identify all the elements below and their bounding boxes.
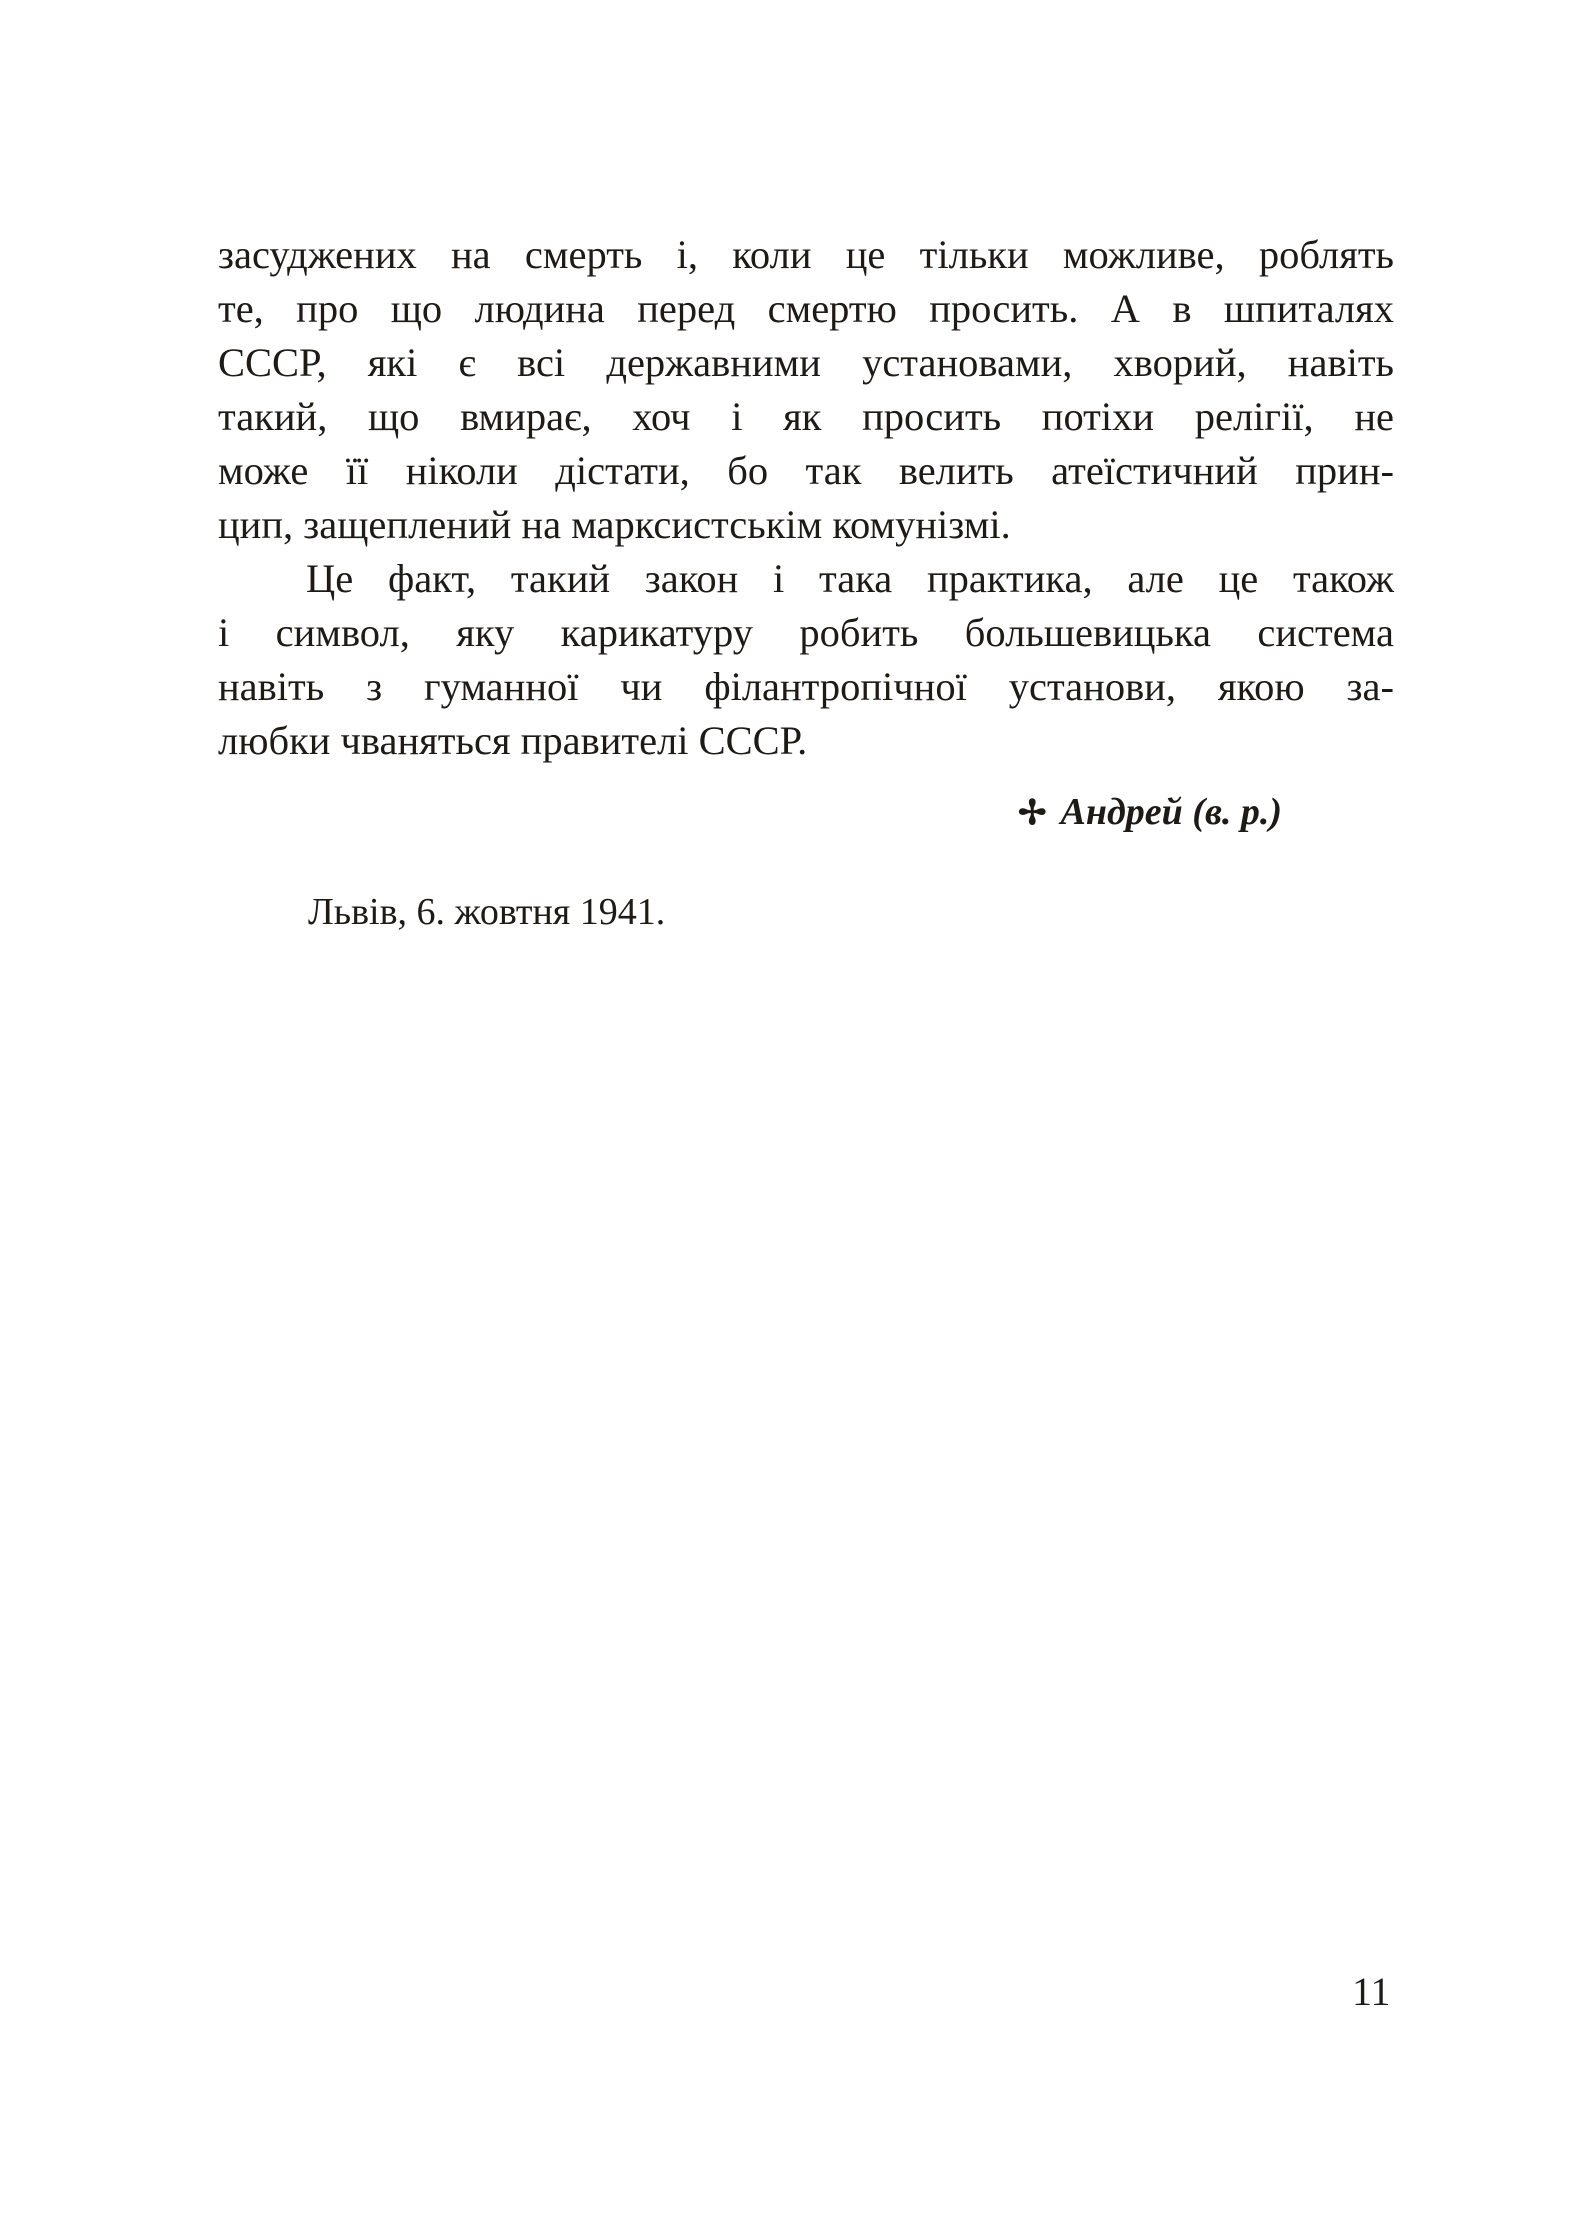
signature-text: Андрей (в. р.) [1060,791,1283,833]
place-date: Львів, 6. жовтня 1941. [308,891,666,933]
text-line: СССР, які є всі державними установами, хворий, навіть [218,340,1394,385]
signature [1018,790,1282,834]
body-text [218,228,1394,768]
text-line: такий, що вмирає, хоч і як просить потіхи релігії, не [218,394,1394,439]
text-line: навіть з гуманної чи філантропічної установи, якою за- [218,664,1394,709]
text-line: може її ніколи дістати, бо так велить атеїстичний прин- [218,448,1394,493]
text-line: цип, защеплений на марксистськім комунізмі. [218,502,1011,547]
text-line: те, про що людина перед смертю просить. А в шпиталях [218,286,1394,331]
text-line: Це факт, такий закон і така практика, але це також [306,556,1394,601]
paragraph-2 [218,552,1394,768]
page-number: 11 [1352,1969,1391,2014]
paragraph-1 [218,228,1394,552]
text-line: і символ, яку карикатуру робить большевицька система [218,610,1394,655]
text-line: любки чваняться правителі СССР. [218,718,808,763]
cross-icon: ✢ [1018,795,1047,832]
text-line: засуджених на смерть і, коли це тільки можливе, роблять [218,232,1394,277]
